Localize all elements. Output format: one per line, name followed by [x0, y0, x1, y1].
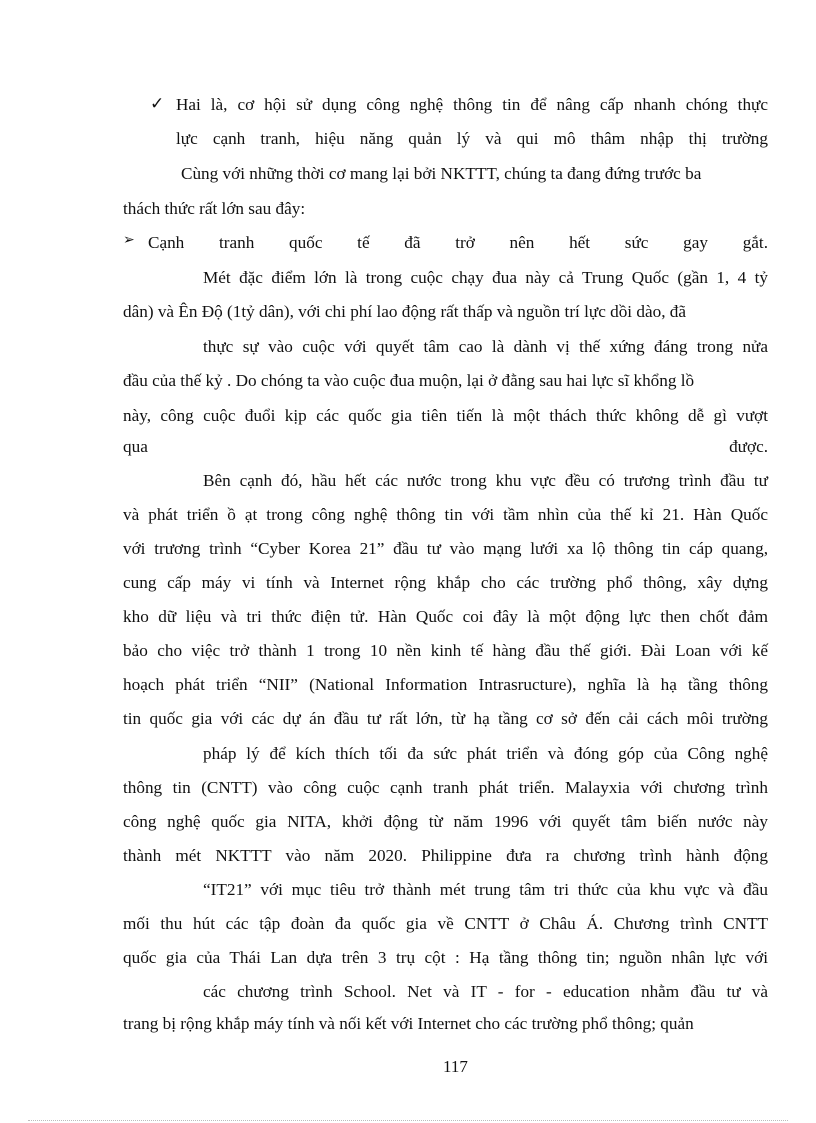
text-line: “IT21” với mục tiêu trở thành mét trung tâm tri thức của khu vực và đầu — [203, 880, 768, 899]
text-line: bảo cho việc trở thành 1 trong 10 nền kinh tế hàng đầu thế giới. Đài Loan với kế — [123, 641, 768, 660]
text-line: kho dữ liệu và tri thức điện tử. Hàn Quốc coi đây là một động lực then chốt đảm — [123, 607, 768, 626]
text-line: dân) và Ên Độ (1tỷ dân), với chi phí lao động rất thấp và nguồn trí lực dồi dào, đã — [123, 302, 687, 321]
text-line: các chương trình School. Net và IT - for - education nhằm đầu tư và — [203, 982, 768, 1001]
arrow-bullet-icon: ➢ — [123, 233, 135, 248]
text-line: với trương trình “Cyber Korea 21” đầu tư vào mạng lưới xa lộ thông tin cáp quang, — [123, 539, 768, 558]
text-line: thành mét NKTTT vào năm 2020. Philippine đưa ra chương trình hành động — [123, 846, 768, 865]
checkmark-bullet-icon: ✓ — [150, 94, 165, 113]
text-line: thực sự vào cuộc với quyết tâm cao là dành vị thế xứng đáng trong nửa — [203, 337, 768, 356]
text-line: pháp lý để kích thích tối đa sức phát triển và đóng góp của Công nghệ — [203, 744, 768, 763]
text-line: thách thức rất lớn sau đây: — [123, 199, 306, 218]
text-line: lực cạnh tranh, hiệu năng quản lý và qui mô thâm nhập thị trường — [176, 129, 768, 148]
text-line: trang bị rộng khắp máy tính và nối kết với Internet cho các trường phổ thông; quản — [123, 1014, 694, 1033]
text-line: này, công cuộc đuổi kịp các quốc gia tiên tiến là một thách thức không dễ gì vượt — [123, 406, 768, 425]
text-line: đầu của thế kỷ . Do chóng ta vào cuộc đua muộn, lại ở đằng sau hai lực sĩ khổng lồ — [123, 371, 695, 390]
text-line: và phát triển ồ ạt trong công nghệ thông tin với tầm nhìn của thế kỉ 21. Hàn Quốc — [123, 505, 768, 524]
text-line: hoạch phát triển “NII” (National Information Intrasructure), nghĩa là hạ tầng thông — [123, 675, 768, 694]
text-line: mối thu hút các tập đoàn đa quốc gia về CNTT ở Châu Á. Chương trình CNTT — [123, 914, 768, 933]
text-line: cung cấp máy vi tính và Internet rộng khắp cho các trường phổ thông, xây dựng — [123, 573, 768, 592]
text-line: quốc gia của Thái Lan dựa trên 3 trụ cột : Hạ tầng thông tin; nguồn nhân lực với — [123, 948, 768, 967]
text-line: công nghệ quốc gia NITA, khởi động từ năm 1996 với quyết tâm biến nước này — [123, 812, 768, 831]
text-line: qua được. — [123, 437, 768, 456]
page-number: 117 — [443, 1057, 468, 1076]
text-line: Bên cạnh đó, hầu hết các nước trong khu vực đều có trương trình đầu tư — [203, 471, 768, 490]
text-line: Cùng với những thời cơ mang lại bởi NKTTT, chúng ta đang đứng trước ba — [181, 164, 702, 183]
text-line: Mét đặc điểm lớn là trong cuộc chạy đua này cả Trung Quốc (gần 1, 4 tỷ — [203, 268, 768, 287]
text-line: Cạnh tranh quốc tế đã trở nên hết sức gay gắt. — [148, 233, 768, 252]
text-line: Hai là, cơ hội sử dụng công nghệ thông tin để nâng cấp nhanh chóng thực — [176, 95, 768, 114]
text-line: tin quốc gia với các dự án đầu tư rất lớn, từ hạ tầng cơ sở đến cải cách môi trường — [123, 709, 768, 728]
text-line: thông tin (CNTT) vào công cuộc cạnh tranh phát triển. Malayxia với chương trình — [123, 778, 768, 797]
page-bottom-divider — [28, 1120, 788, 1121]
